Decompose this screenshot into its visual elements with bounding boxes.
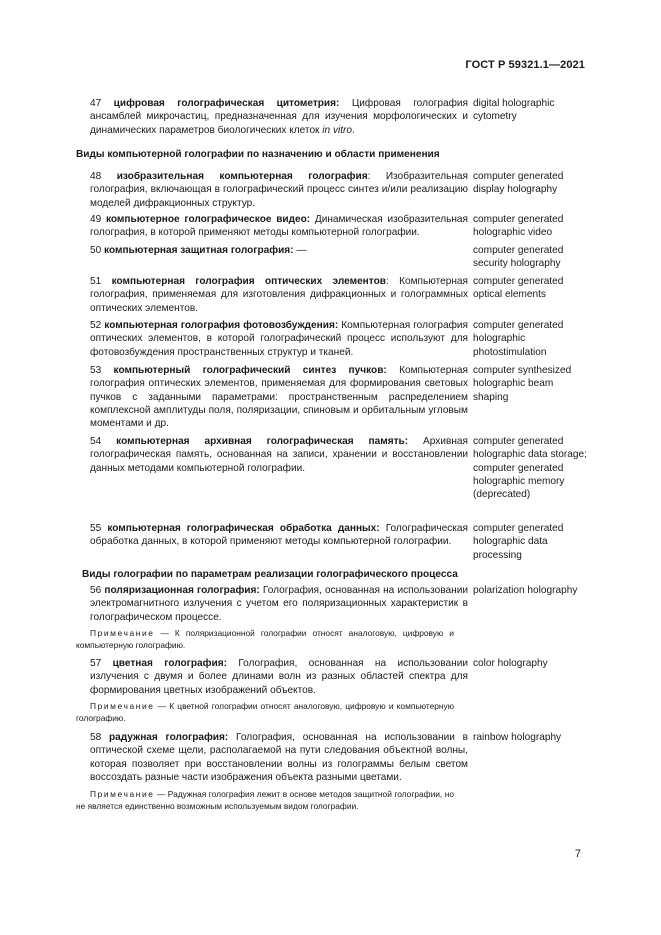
term-definition: 53 компьютерный голографический синтез пучков: Компьютерная голография оптических элементов, применяемая для формирования световых пучков с заданными параметрами: пространственным распределением комплексной амплитуды поля, поляризации, спиновым и орбитальным угловым моментами и др. bbox=[90, 365, 468, 430]
english-equivalent: computer generated holographic video bbox=[473, 214, 564, 239]
term-name: компьютерное голографическое видео: bbox=[105, 214, 311, 225]
term-definition: 54 компьютерная архивная голографическая память: Архивная голографическая память, основанная на записи, хранении и восстановлении данных методами компьютерной голографии. bbox=[90, 436, 468, 474]
section-heading: Виды голографии по параметрам реализации голографического процесса bbox=[82, 569, 458, 580]
term-definition: 58 радужная голография: Голография, основанная на использовании в оптической схеме щели, располагаемой на пути следования объектной волны, которая позволяет при восстановлении волны из голограммы белым светом воссоздать разные части изображения объекта разными цветами. bbox=[90, 732, 468, 783]
note: Примечание — К цветной голографии относят аналоговую, цифровую и компьютерную голографию. bbox=[76, 701, 454, 723]
english-equivalent: computer synthesized holographic beam shaping bbox=[473, 365, 572, 403]
english-equivalent: computer generated holographic data storage; computer generated holographic memory (deprecated) bbox=[473, 436, 587, 501]
page-number: 7 bbox=[574, 848, 581, 860]
term-definition: 48 изобразительная компьютерная голография: Изобразительная голография, включающая в голографический процесс синтез и/или реализацию моделей дифракционных структур. bbox=[90, 171, 468, 209]
english-equivalent: polarization holography bbox=[473, 585, 578, 596]
note: Примечание — Радужная голография лежит в основе методов защитной голографии, но не является единственно возможным используемым видом голографии. bbox=[76, 789, 454, 811]
term-definition: 56 поляризационная голография: Голография, основанная на использовании электромагнитного излучения с учетом его поляризационных характеристик в голографическом процессе. bbox=[90, 585, 468, 623]
english-equivalent: color holography bbox=[473, 658, 548, 669]
term-name: компьютерная голографическая обработка данных: bbox=[107, 523, 380, 534]
term-definition: 57 цветная голография: Голография, основанная на использовании излучения с двумя и более длинами волн из разных областей спектра для формирования цветных изображений объектов. bbox=[90, 658, 468, 696]
term-definition: 51 компьютерная голография оптических элементов: Компьютерная голография, применяемая для изготовления дифракционных и голограммных оптических элементов. bbox=[90, 276, 468, 314]
term-name: цифровая голографическая цитометрия: bbox=[113, 98, 340, 109]
term-definition: 49 компьютерное голографическое видео: Динамическая изобразительная голография, в которой применяют методы компьютерной голографии. bbox=[90, 214, 468, 239]
english-equivalent: digital holographic cytometry bbox=[473, 98, 555, 123]
term-name: изобразительная компьютерная голография bbox=[116, 171, 368, 182]
document-code: ГОСТ Р 59321.1—2021 bbox=[465, 59, 585, 71]
term-name: цветная голография: bbox=[112, 658, 227, 669]
term-name: радужная голография: bbox=[109, 732, 229, 743]
english-equivalent: computer generated display holography bbox=[473, 171, 564, 196]
section-heading: Виды компьютерной голографии по назначению и области применения bbox=[76, 149, 440, 160]
term-name: компьютерная защитная голография: bbox=[104, 245, 294, 256]
term-definition: 55 компьютерная голографическая обработка данных: Голографическая обработка данных, в которой применяют методы компьютерной голографии. bbox=[90, 523, 468, 548]
note: Примечание — К поляризационной голографии относят аналоговую, цифровую и компьютерную голографию. bbox=[76, 628, 454, 650]
term-definition: 52 компьютерная голография фотовозбуждения: Компьютерная голография оптических элементов, в которой голографический процесс используют для фотовозбуждения пространственных структур и тканей. bbox=[90, 320, 469, 358]
english-equivalent: rainbow holography bbox=[473, 732, 562, 743]
term-name: компьютерный голографический синтез пучков: bbox=[113, 365, 387, 376]
english-equivalent: computer generated holographic photostimulation bbox=[473, 320, 564, 358]
term-definition: 47 цифровая голографическая цитометрия: Цифровая голография ансамблей микрочастиц, предназначенная для изучения морфологических и динамических параметров биологических клеток in vitro. bbox=[90, 98, 469, 136]
term-name: компьютерная архивная голографическая память: bbox=[116, 436, 409, 447]
english-equivalent: computer generated holographic data processing bbox=[473, 523, 564, 561]
term-name: компьютерная голография оптических элементов bbox=[111, 276, 386, 287]
term-name: компьютерная голография фотовозбуждения: bbox=[104, 320, 339, 331]
english-equivalent: computer generated security holography bbox=[473, 245, 564, 270]
term-definition: 50 компьютерная защитная голография: — bbox=[90, 245, 307, 256]
term-name: поляризационная голография: bbox=[104, 585, 260, 596]
english-equivalent: computer generated optical elements bbox=[473, 276, 564, 301]
